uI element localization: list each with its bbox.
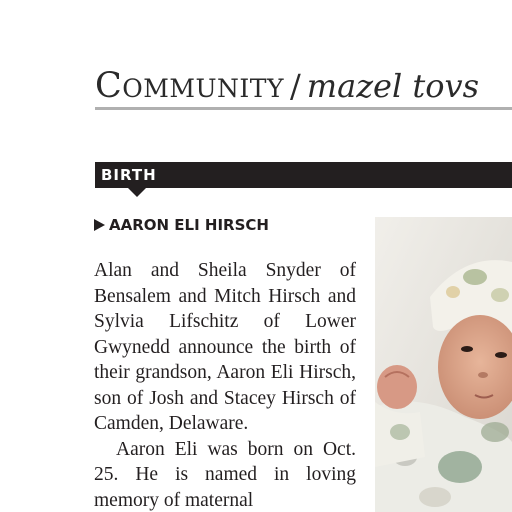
announcement-body	[94, 258, 356, 512]
announcement-paragraph-1: Alan and Sheila Snyder of Bensalem and Mitch Hirsch and Sylvia Lifschitz of Lower Gwynedd announce the birth of their grandson, Aaron Eli Hirsch, son of Josh and Stacey Hirsch of Camden, Delaware.	[94, 260, 356, 434]
label-pointer-icon	[128, 188, 146, 197]
page-header	[95, 66, 479, 106]
header-rule	[95, 107, 512, 110]
header-separator: /	[289, 67, 301, 105]
right-triangle-icon	[94, 219, 105, 231]
announcement-name: AARON ELI HIRSCH	[109, 216, 269, 234]
category-label: BIRTH	[101, 166, 157, 184]
section-title: Community	[95, 66, 284, 106]
category-label-bar	[95, 162, 512, 188]
subsection-title: mazel tovs	[306, 67, 480, 105]
announcement-paragraph-2: Aaron Eli was born on Oct. 25. He is named in loving memory of maternal	[94, 438, 356, 511]
announcement-heading	[94, 216, 269, 234]
baby-photo-illustration	[375, 217, 512, 512]
baby-photo	[375, 217, 512, 512]
